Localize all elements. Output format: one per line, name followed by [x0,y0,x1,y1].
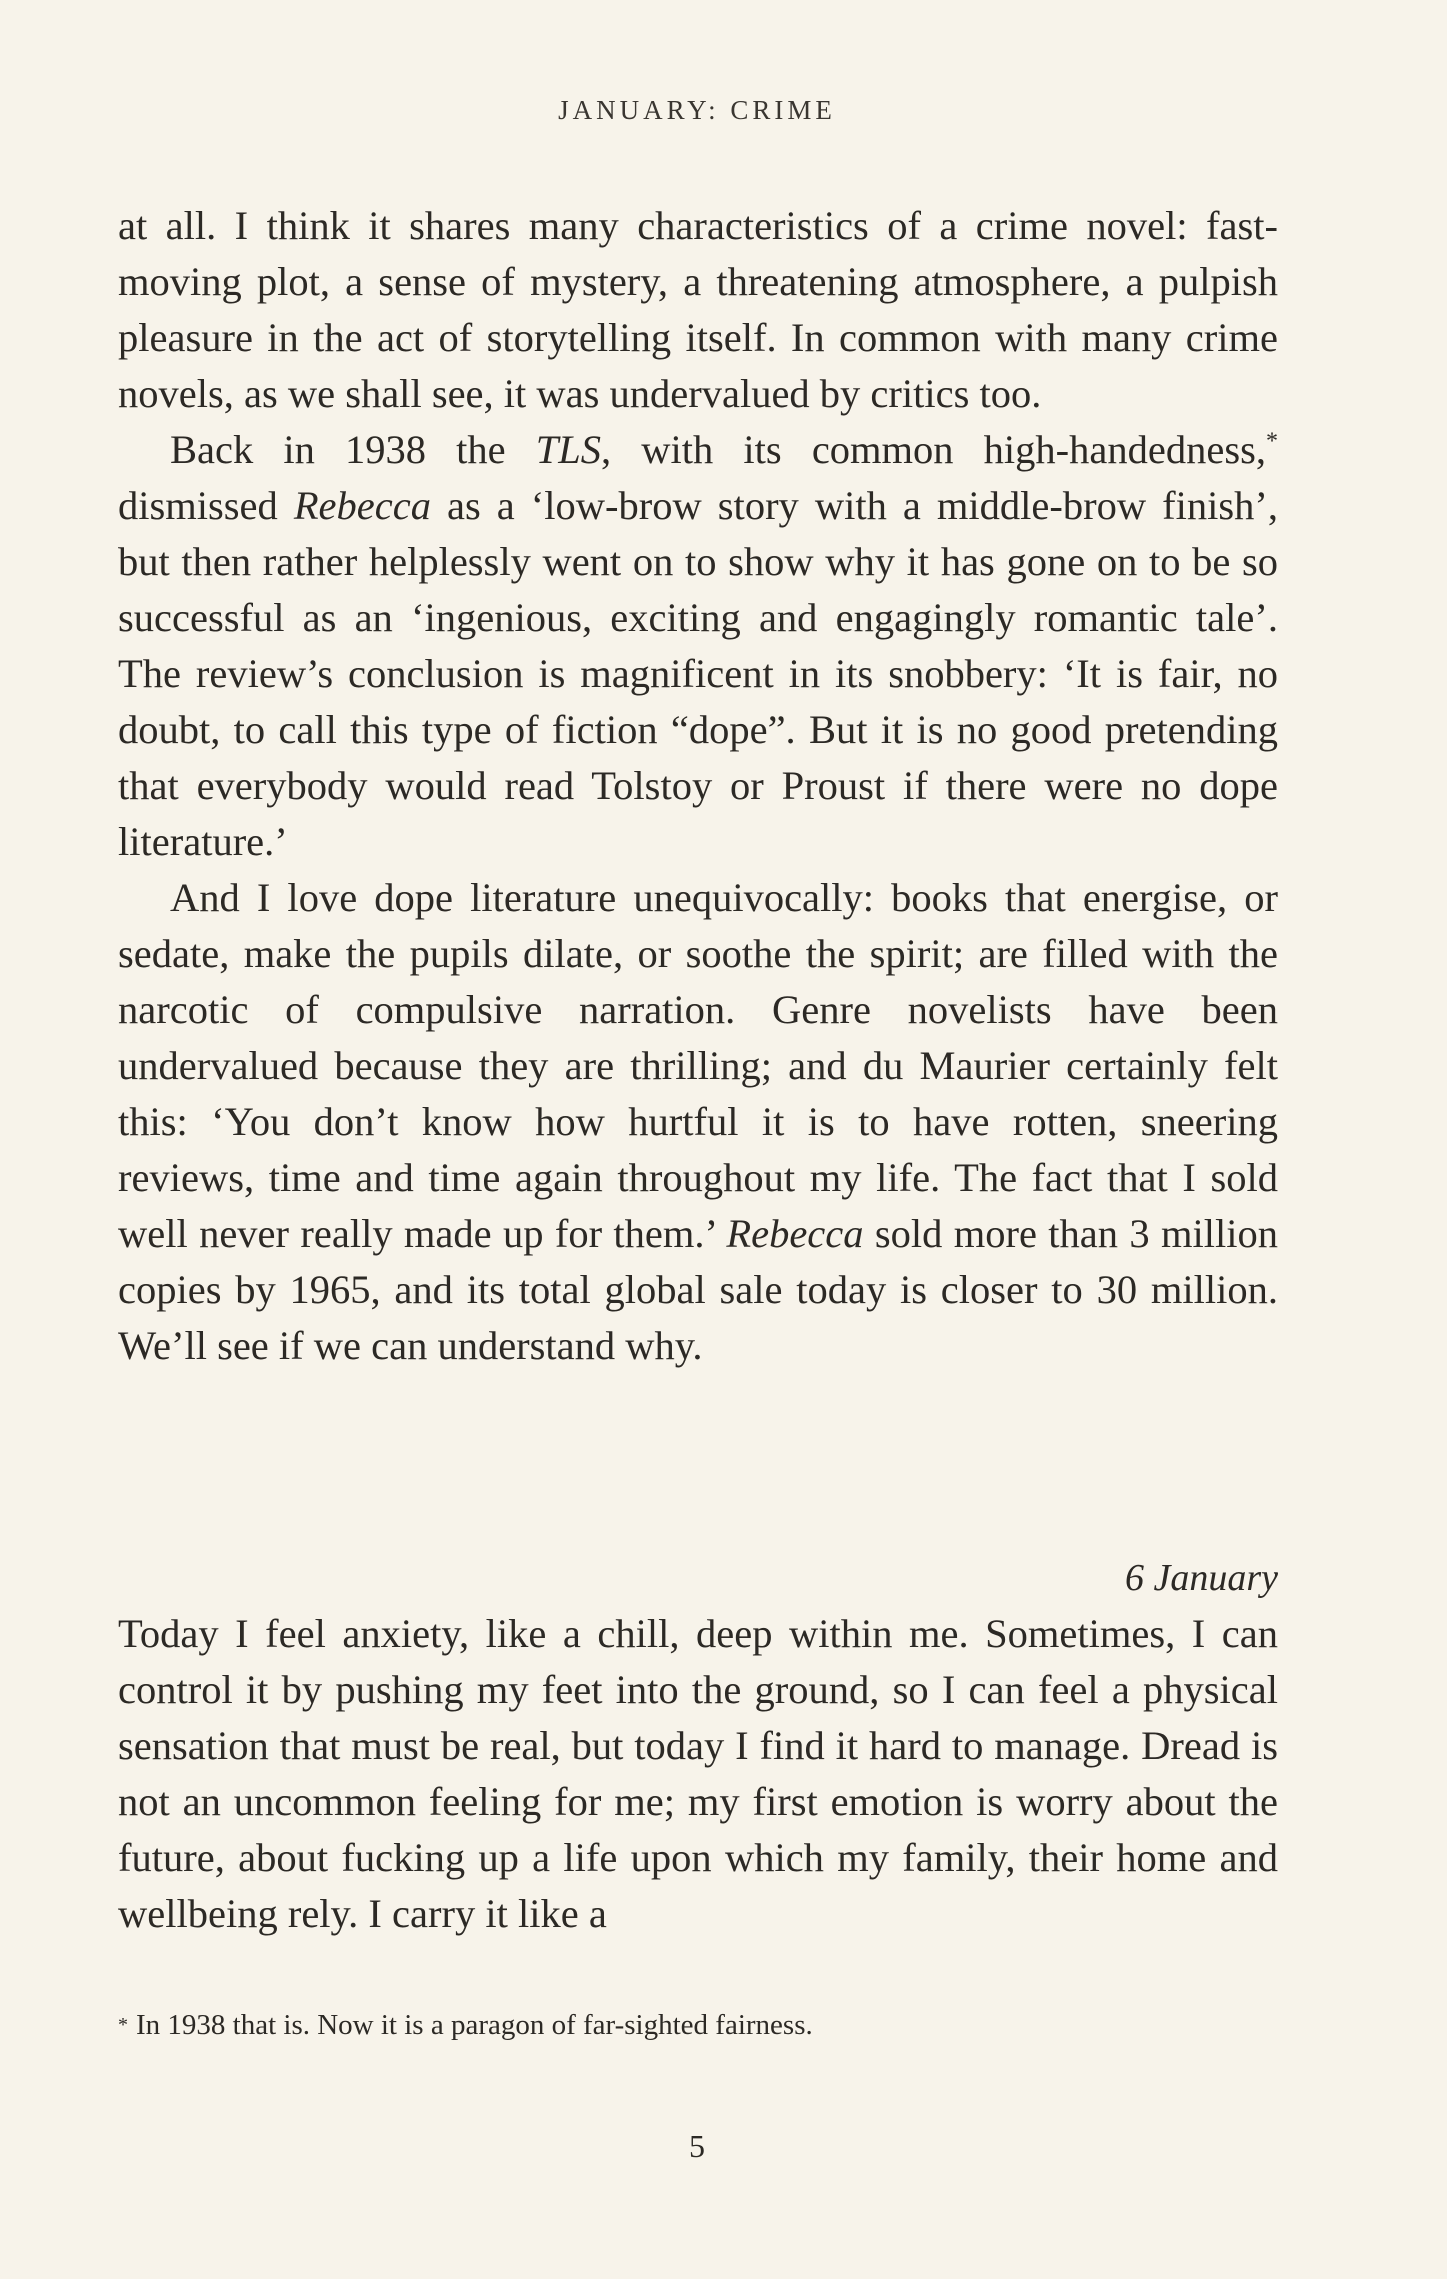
paragraph-tls-review [118,422,1278,870]
paragraph-anxiety: Today I feel anxiety, like a chill, deep within me. Sometimes, I can control it by pushing my feet into the ground, so I can feel a physical sensation that must be real, but today I find it hard to manage. Dread is not an uncommon feeling for me; my first emotion is worry about the future, about fucking up a life upon which my family, their home and wellbeing rely. I carry it like a [118,1611,1278,1936]
text-run: sold more than 3 million copies by 1965, and its total global sale today is closer to 30 million. We’ll see if we can understand why. [118,1211,1279,1368]
italic-title-rebecca: Rebecca [293,483,431,528]
running-head: JANUARY: CRIME [558,95,836,125]
footnote-mark: * [118,2014,128,2036]
italic-title-rebecca: Rebecca [726,1211,864,1256]
text-run: dismissed [118,483,294,528]
paragraph-continuation: at all. I think it shares many characteristics of a crime novel: fast-moving plot, a sense of mystery, a threatening atmosphere, a pulpish pleasure in the act of storytelling itself. In common with many crime novels, as we shall see, it was undervalued by critics too. [118,203,1278,416]
text-run: , with its common high-handedness, [601,427,1266,472]
text-run: Back in 1938 the [170,427,536,472]
footnote [118,2005,1278,2045]
section-crime-discussion [118,198,1278,1374]
section-diary-entry [118,1606,1278,1942]
paragraph-dope-literature [118,870,1278,1374]
italic-title-tls: TLS [535,427,602,472]
diary-date-heading: 6 January [1124,1557,1278,1599]
text-run: as a ‘low-brow story with a middle-brow finish’, but then rather helplessly went on to show why it has gone on to be so successful as an ‘ingenious, exciting and engagingly romantic tale’. The review’s conclusion is magnificent in its snobbery: ‘It is fair, no doubt, to call this type of fiction “dope”. But it is no good pretending that everybody would read Tolstoy or Proust if there were no dope literature.’ [118,483,1279,864]
footnote-text: In 1938 that is. Now it is a paragon of far-sighted fairness. [136,2009,813,2041]
footnote-reference-mark: * [1266,428,1278,455]
text-run: And I love dope literature unequivocally: books that energise, or sedate, make the pupils dilate, or soothe the spirit; are filled with the narcotic of compulsive narration. Genre novelists have been undervalued because they are thrilling; and du Maurier certainly felt this: ‘You don’t know how hurtful it is to have rotten, sneering reviews, time and time again throughout my life. The fact that I sold well never really made up for them.’ [118,875,1278,1256]
page-number: 5 [689,2128,705,2164]
